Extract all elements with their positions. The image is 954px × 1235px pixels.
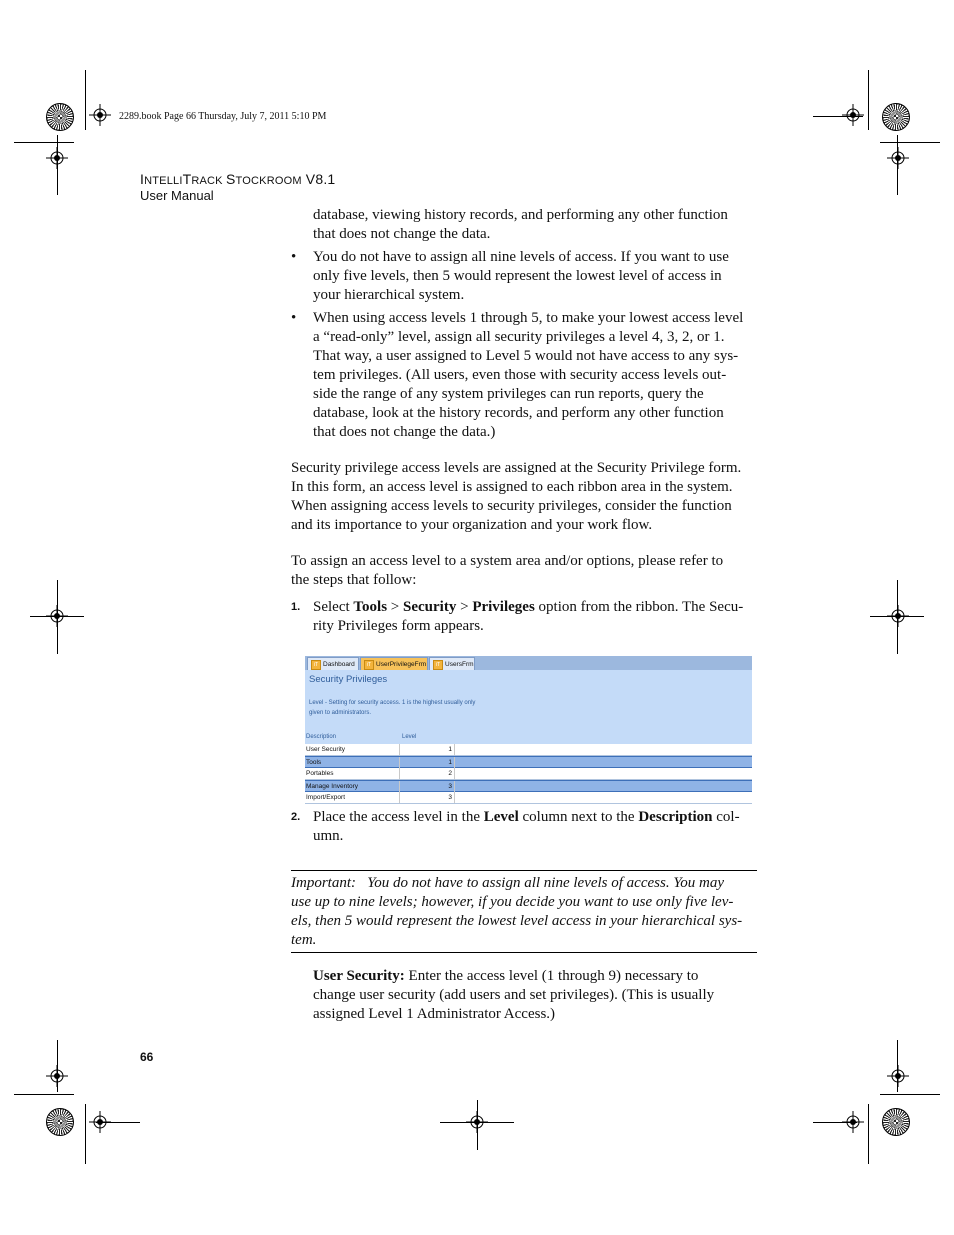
bullet-item bbox=[313, 248, 729, 305]
level-cell[interactable]: 3 bbox=[401, 781, 455, 792]
crop-line bbox=[57, 1040, 58, 1092]
text-line: In this form, an access level is assigned to each ribbon area in the system. bbox=[291, 479, 733, 495]
crop-line bbox=[897, 135, 898, 195]
user-security-term: User Security: bbox=[313, 968, 405, 984]
registration-starburst-icon bbox=[46, 103, 74, 131]
text: Enter the access level (1 through 9) necessary to bbox=[404, 968, 699, 984]
menu-path-privileges: Privileges bbox=[472, 599, 535, 615]
table-row[interactable] bbox=[305, 792, 752, 804]
description-cell[interactable]: Tools bbox=[306, 757, 400, 768]
description-cell[interactable]: Manage Inventory bbox=[306, 781, 400, 792]
crop-line bbox=[868, 1104, 869, 1164]
text-line: When assigning access levels to security privileges, consider the function bbox=[291, 498, 732, 514]
crop-line bbox=[14, 1094, 74, 1095]
registration-target-icon bbox=[887, 1065, 909, 1087]
level-cell[interactable]: 3 bbox=[401, 792, 455, 803]
crop-line bbox=[897, 1040, 898, 1092]
text-line: that does not change the data. bbox=[313, 226, 491, 242]
header-title-part: RACK bbox=[191, 175, 226, 187]
table-row[interactable] bbox=[305, 768, 752, 780]
text: col- bbox=[712, 809, 740, 825]
crop-line bbox=[870, 616, 924, 617]
text-line bbox=[313, 967, 714, 986]
step-1 bbox=[313, 598, 743, 636]
running-header-subtitle: User Manual bbox=[140, 188, 214, 203]
crop-line bbox=[85, 1104, 86, 1164]
paragraph bbox=[291, 459, 741, 535]
step-number: 1. bbox=[291, 601, 301, 613]
crop-line bbox=[897, 580, 898, 654]
text-line: umn. bbox=[313, 828, 344, 844]
text-line: that does not change the data.) bbox=[313, 424, 496, 440]
text-line: That way, a user assigned to Level 5 would not have access to any sys- bbox=[313, 348, 739, 364]
page-number: 66 bbox=[140, 1050, 154, 1064]
text: > bbox=[387, 599, 404, 615]
running-header-title bbox=[140, 171, 335, 187]
note-rule-top bbox=[291, 870, 757, 871]
header-title-part: T bbox=[182, 171, 192, 187]
level-help-note: Level - Setting for security access. 1 is the highest usually only given to administrators. bbox=[309, 700, 476, 716]
header-title-part: I bbox=[140, 171, 145, 187]
column-header-description: Description bbox=[306, 734, 337, 740]
text-line: your hierarchical system. bbox=[313, 287, 465, 303]
form-title: Security Privileges bbox=[309, 674, 388, 685]
text-line: rity Privileges form appears. bbox=[313, 618, 484, 634]
text-line: Security privilege access levels are assigned at the Security Privilege form. bbox=[291, 460, 742, 476]
table-row[interactable] bbox=[305, 744, 752, 756]
text-line bbox=[313, 598, 743, 617]
form-tab-icon: iT bbox=[311, 660, 321, 670]
tab-users-frm[interactable] bbox=[429, 657, 475, 670]
text-line: use up to nine levels; however, if you decide you want to use only five lev- bbox=[291, 894, 734, 910]
menu-path-security: Security bbox=[403, 599, 457, 615]
text-line: database, viewing history records, and performing any other function bbox=[313, 207, 728, 223]
table-row[interactable] bbox=[305, 780, 752, 792]
text-line: and its importance to your organization and your work flow. bbox=[291, 517, 653, 533]
text: column next to the bbox=[518, 809, 639, 825]
form-tab-icon: iT bbox=[364, 660, 374, 670]
bullet-marker: • bbox=[291, 249, 297, 265]
text-line: tem privileges. (All users, even those with security access levels out- bbox=[313, 367, 727, 383]
registration-starburst-icon bbox=[882, 103, 910, 131]
tab-label: UserPrivilegeFrm bbox=[376, 661, 427, 668]
registration-starburst-icon bbox=[882, 1108, 910, 1136]
document-tab-bar bbox=[305, 656, 752, 670]
description-cell[interactable]: Import/Export bbox=[306, 792, 400, 803]
level-cell[interactable]: 2 bbox=[401, 768, 455, 779]
text: Place the access level in the bbox=[313, 809, 484, 825]
registration-target-icon bbox=[887, 147, 909, 169]
tab-label: Dashboard bbox=[323, 661, 355, 668]
print-stamp: 2289.book Page 66 Thursday, July 7, 2011 5:10 PM bbox=[119, 111, 327, 122]
text-line: a “read-only” level, assign all security privileges a level 4, 3, 2, or 1. bbox=[313, 329, 725, 345]
header-title-part: NTELLI bbox=[144, 175, 183, 187]
level-cell[interactable]: 1 bbox=[401, 757, 455, 768]
crop-line bbox=[96, 1122, 140, 1123]
text-line bbox=[313, 808, 740, 827]
tab-label: UsersFrm bbox=[445, 661, 474, 668]
text-line: assigned Level 1 Administrator Access.) bbox=[313, 1006, 556, 1022]
bullet-item bbox=[313, 309, 743, 442]
header-title-part: S bbox=[225, 171, 236, 187]
security-privileges-screenshot bbox=[305, 656, 752, 805]
tab-dashboard[interactable] bbox=[307, 657, 359, 670]
continuation-paragraph bbox=[313, 206, 728, 244]
description-cell[interactable]: Portables bbox=[306, 768, 400, 779]
description-term: Description bbox=[638, 809, 713, 825]
text-line: database, look at the history records, and perform any other function bbox=[313, 405, 724, 421]
crop-line bbox=[477, 1100, 478, 1150]
note-rule-bottom bbox=[291, 952, 757, 953]
description-cell[interactable]: User Security bbox=[306, 744, 400, 755]
text-line: els, then 5 would represent the lowest level access in your hierarchical sys- bbox=[291, 913, 743, 929]
crop-line bbox=[880, 1094, 940, 1095]
step-2 bbox=[313, 808, 740, 846]
text: Select bbox=[313, 599, 354, 615]
level-term: Level bbox=[483, 809, 519, 825]
text-line: To assign an access level to a system area and/or options, please refer to bbox=[291, 553, 724, 569]
step-number: 2. bbox=[291, 811, 301, 823]
text: option from the ribbon. The Secu- bbox=[534, 599, 744, 615]
level-cell[interactable]: 1 bbox=[401, 744, 455, 755]
crop-line bbox=[57, 580, 58, 654]
registration-starburst-icon bbox=[46, 1108, 74, 1136]
crop-line bbox=[868, 70, 869, 130]
crop-line bbox=[813, 1122, 857, 1123]
paragraph bbox=[291, 552, 723, 590]
crop-line bbox=[57, 135, 58, 195]
text-line bbox=[291, 874, 761, 893]
menu-path-tools: Tools bbox=[353, 599, 388, 615]
registration-target-icon bbox=[89, 104, 111, 126]
registration-target-icon bbox=[842, 104, 864, 126]
text: You do not have to assign all nine levels of access. You may bbox=[356, 875, 725, 891]
user-security-paragraph bbox=[313, 967, 714, 1024]
text-line: You do not have to assign all nine levels of access. If you want to use bbox=[313, 249, 729, 265]
form-header bbox=[305, 670, 752, 744]
header-title-part: TOCKROOM bbox=[235, 175, 302, 187]
text-line: When using access levels 1 through 5, to make your lowest access level bbox=[313, 310, 744, 326]
text-line: tem. bbox=[291, 932, 317, 948]
bullet-marker: • bbox=[291, 310, 297, 326]
form-tab-icon: iT bbox=[433, 660, 443, 670]
text-line: the steps that follow: bbox=[291, 572, 417, 588]
crop-line bbox=[14, 142, 74, 143]
crop-line bbox=[85, 70, 86, 130]
column-header-level: Level bbox=[402, 734, 417, 740]
text-line: change user security (add users and set privileges). (This is usually bbox=[313, 987, 715, 1003]
tab-user-privilege-frm[interactable] bbox=[360, 657, 428, 670]
important-label: Important: bbox=[291, 875, 356, 891]
privileges-grid bbox=[305, 734, 752, 805]
crop-line bbox=[30, 616, 84, 617]
crop-line bbox=[880, 142, 940, 143]
header-title-part: V8.1 bbox=[301, 171, 336, 187]
important-note bbox=[291, 874, 761, 950]
text-line: only five levels, then 5 would represent the lowest level of access in bbox=[313, 268, 722, 284]
table-row[interactable] bbox=[305, 756, 752, 768]
text: > bbox=[456, 599, 473, 615]
text-line: side the range of any system privileges can run reports, query the bbox=[313, 386, 704, 402]
